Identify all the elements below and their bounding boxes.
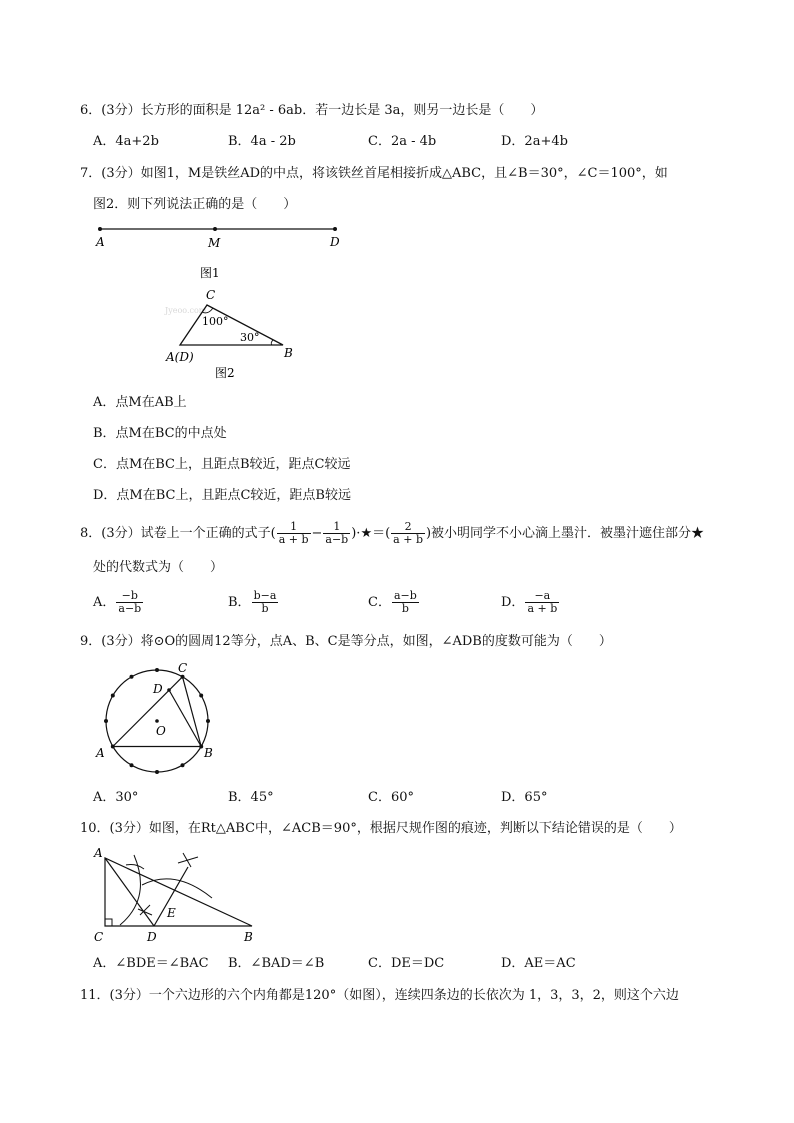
q9-option-a: A．30° — [93, 790, 139, 805]
q10-label-a: A — [94, 846, 103, 860]
q8-option-b-denominator: b — [261, 602, 269, 615]
q9-figure — [90, 655, 220, 775]
q7-figure-1 — [90, 218, 350, 283]
q8-f3-denominator: a + b — [393, 533, 423, 546]
q8-option-a — [93, 589, 144, 617]
q7-fig1-label-d: D — [330, 235, 340, 249]
q7-fig2-label-c: C — [206, 288, 216, 302]
q10-option-a: A．∠BDE＝∠BAC — [93, 956, 209, 971]
q9-option-c: C．60° — [368, 790, 414, 805]
q9-label-a: A — [96, 746, 105, 760]
q6-option-b: B．4a - 2b — [228, 134, 296, 149]
q8-option-a-denominator: a−b — [118, 602, 142, 615]
q8-minus: − — [311, 526, 323, 541]
q8-f3-numerator: 2 — [391, 521, 425, 534]
q8-option-d-numerator: −a — [525, 590, 559, 603]
q8-option-c-fraction — [392, 590, 419, 615]
q8-mid: )·★＝( — [351, 526, 391, 541]
q7-option-c: C．点M在BC上，且距点B较近，距点C较远 — [93, 457, 351, 472]
q8-option-a-fraction — [116, 590, 143, 615]
q8-fraction-3 — [391, 521, 425, 546]
q9-label-c: C — [178, 661, 188, 675]
q10-label-d: D — [147, 930, 157, 944]
q11-stem: 11．(3分）一个六边形的六个内角都是120°（如图），连续四条边的长依次为 1，3，3，2，则这个六边 — [80, 988, 679, 1003]
q10-figure — [90, 843, 265, 945]
q10-option-b: B．∠BAD＝∠B — [228, 956, 325, 971]
q8-option-d — [501, 589, 560, 617]
q7-stem-line2: 图2．则下列说法正确的是（ ） — [93, 197, 297, 212]
q8-option-d-label: D． — [501, 595, 525, 610]
q8-option-c — [368, 589, 420, 617]
q7-fig1-label-a: A — [96, 235, 105, 249]
q8-suffix: )被小明同学不小心滴上墨汁．被墨汁遮住部分★ — [425, 526, 705, 541]
q7-fig1-caption: 图1 — [200, 266, 220, 280]
q7-fig2-angle-c: 100° — [202, 315, 229, 328]
q8-stem-line2: 处的代数式为（ ） — [93, 560, 224, 575]
q6-option-c: C．2a - 4b — [368, 134, 437, 149]
q9-label-o: O — [156, 724, 166, 738]
q7-option-d: D．点M在BC上，且距点C较近，距点B较远 — [93, 488, 351, 503]
q7-stem-line1: 7．(3分）如图1，M是铁丝AD的中点，将该铁丝首尾相接折成△ABC，且∠B＝30°，∠C＝100°，如 — [80, 166, 668, 181]
q8-option-c-label: C． — [368, 595, 391, 610]
q10-option-d: D．AE＝AC — [501, 956, 576, 971]
q8-option-c-denominator: b — [401, 602, 409, 615]
q8-f2-numerator: 1 — [323, 521, 350, 534]
q10-label-c: C — [94, 930, 104, 944]
q8-f1-denominator: a + b — [278, 533, 309, 546]
q8-option-a-label: A． — [93, 595, 116, 610]
q8-option-d-denominator: a + b — [527, 602, 558, 615]
q9-option-b: B．45° — [228, 790, 274, 805]
q8-prefix: 8．(3分）试卷上一个正确的式子( — [80, 526, 276, 541]
q7-fig2-label-ad: A(D) — [166, 350, 194, 364]
q8-fraction-2 — [323, 521, 350, 546]
q7-figure-2 — [160, 285, 310, 380]
q8-option-d-fraction — [525, 590, 559, 615]
q9-stem: 9．(3分）将⊙O的圆周12等分，点A、B、C是等分点，如图，∠ADB的度数可能为（ ） — [80, 634, 612, 649]
q6-option-a: A．4a+2b — [93, 134, 159, 149]
q8-f1-numerator: 1 — [277, 521, 311, 534]
q8-option-b-fraction — [252, 590, 279, 615]
q8-option-b-label: B． — [228, 595, 251, 610]
q7-option-b: B．点M在BC的中点处 — [93, 426, 227, 441]
q10-label-e: E — [167, 906, 176, 920]
q8-stem-line1 — [80, 519, 704, 549]
q8-option-a-numerator: −b — [116, 590, 143, 603]
q7-option-a: A．点M在AB上 — [93, 395, 187, 410]
q7-fig2-caption: 图2 — [215, 366, 235, 380]
q6-option-d: D．2a+4b — [501, 134, 568, 149]
q8-f2-denominator: a−b — [325, 533, 349, 546]
q9-label-d: D — [153, 682, 163, 696]
q10-option-c: C．DE＝DC — [368, 956, 445, 971]
q8-option-b — [228, 589, 279, 617]
q8-fraction-1 — [277, 521, 311, 546]
q8-option-c-numerator: a−b — [393, 589, 417, 602]
q7-fig2-angle-b: 30° — [240, 331, 260, 344]
q10-stem: 10．(3分）如图，在Rt△ABC中，∠ACB＝90°，根据尺规作图的痕迹，判断以下结论错误的是（ ） — [80, 821, 682, 836]
q9-option-d: D．65° — [501, 790, 548, 805]
q9-label-b: B — [204, 746, 213, 760]
q8-option-b-numerator: b−a — [253, 589, 277, 602]
q6-stem: 6．(3分）长方形的面积是 12a² - 6ab．若一边长是 3a，则另一边长是（ ） — [80, 103, 544, 118]
q7-fig2-watermark: Jyeoo.com — [165, 306, 207, 315]
q7-fig1-label-m: M — [208, 236, 221, 250]
q7-fig2-label-b: B — [284, 346, 293, 360]
q10-label-b: B — [244, 930, 253, 944]
